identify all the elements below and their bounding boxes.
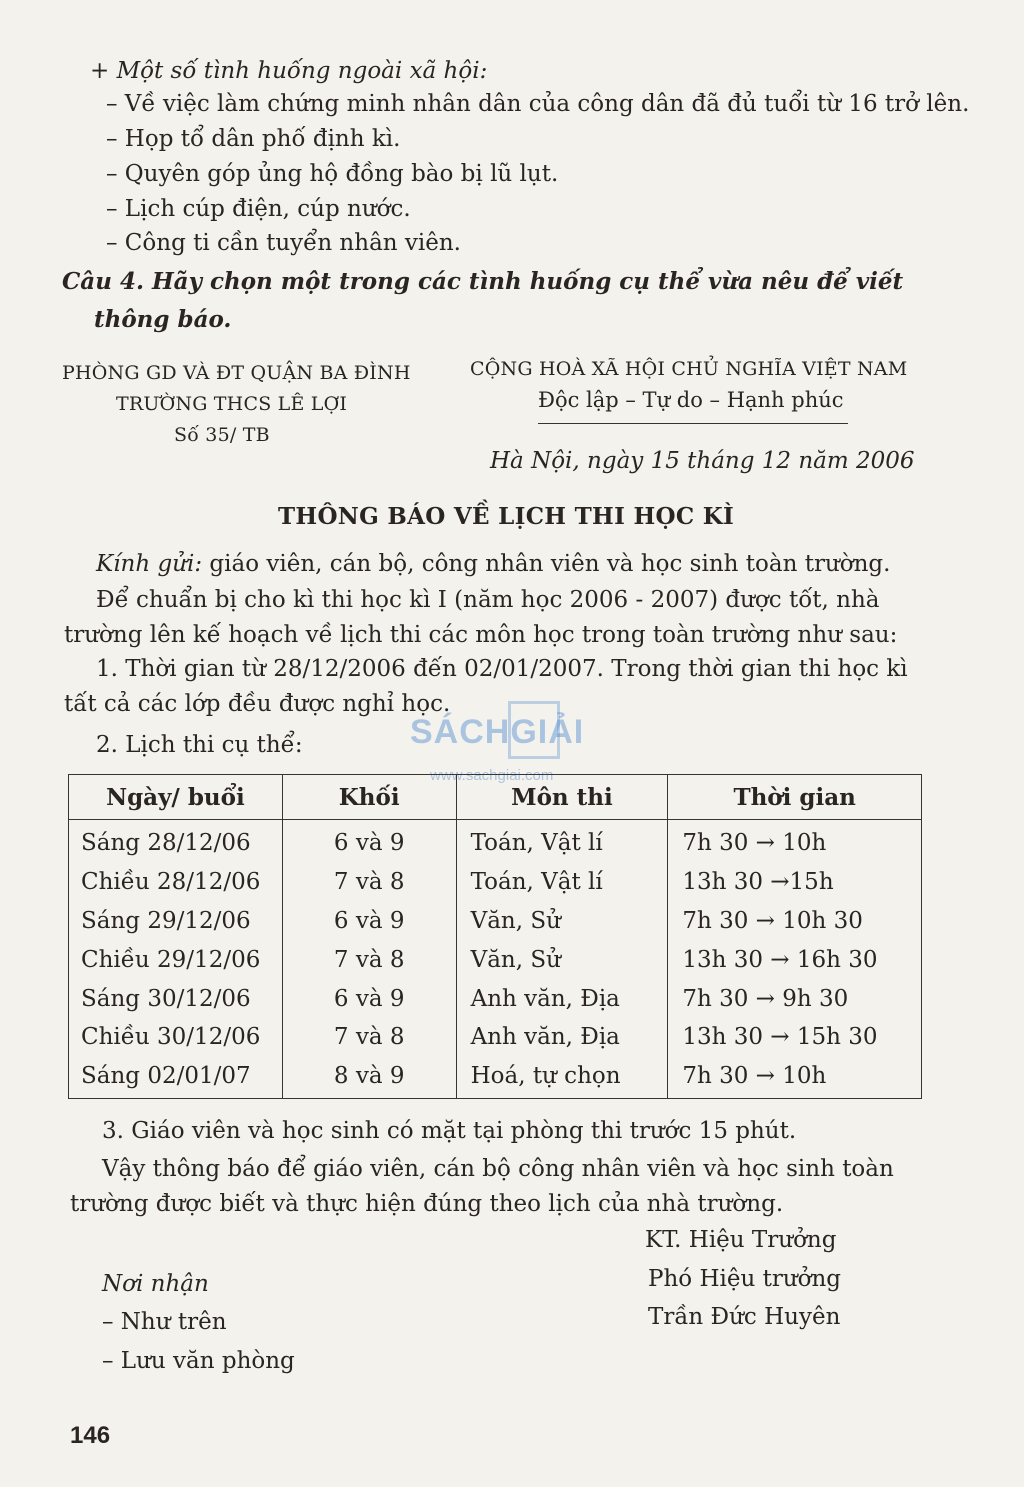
table-row	[69, 979, 922, 1018]
table-row	[69, 1057, 922, 1098]
authority-name: PHÒNG GD VÀ ĐT QUẬN BA ĐÌNH	[62, 362, 411, 384]
column-header-time: Thời gian	[668, 775, 922, 820]
cell-time: 7h 30 → 10h 30	[668, 902, 922, 941]
intro-item: – Công ti cần tuyển nhân viên.	[106, 230, 461, 256]
cell-subject: Văn, Sử	[456, 902, 668, 941]
cell-time: 7h 30 → 9h 30	[668, 979, 922, 1018]
table-row	[69, 1018, 922, 1057]
watermark-box	[508, 701, 560, 759]
intro-heading: + Một số tình huống ngoài xã hội:	[90, 58, 488, 84]
column-header-date: Ngày/ buổi	[69, 775, 283, 820]
greeting-label: Kính gửi:	[96, 551, 203, 577]
cell-time: 7h 30 → 10h	[668, 1057, 922, 1098]
cell-date: Chiều 30/12/06	[69, 1018, 283, 1057]
signature-position: Phó Hiệu trưởng	[648, 1266, 842, 1292]
table-row	[69, 940, 922, 979]
cell-grade: 6 và 9	[282, 979, 456, 1018]
paragraph-4: 3. Giáo viên và học sinh có mặt tại phòng thi trước 15 phút.	[102, 1118, 797, 1144]
recipients-label: Nơi nhận	[102, 1271, 209, 1297]
cell-grade: 7 và 8	[282, 1018, 456, 1057]
paragraph-1-line-2: trường lên kế hoạch về lịch thi các môn học trong toàn trường như sau:	[64, 622, 898, 648]
recipient-item: – Lưu văn phòng	[102, 1348, 295, 1374]
watermark-url: www.sachgiai.com	[430, 767, 554, 784]
recipient-item: – Như trên	[102, 1309, 227, 1335]
column-header-subject: Môn thi	[456, 775, 668, 820]
cell-time: 13h 30 →15h	[668, 863, 922, 902]
cell-date: Chiều 29/12/06	[69, 940, 283, 979]
national-motto: Độc lập – Tự do – Hạnh phúc	[538, 388, 844, 412]
cell-subject: Anh văn, Địa	[456, 1018, 668, 1057]
table-row	[69, 863, 922, 902]
question-line-1: Câu 4. Hãy chọn một trong các tình huống cụ thể vừa nêu để viết	[62, 268, 904, 295]
cell-subject: Văn, Sử	[456, 940, 668, 979]
cell-grade: 6 và 9	[282, 902, 456, 941]
question-line-2: thông báo.	[94, 306, 232, 333]
table-row	[69, 902, 922, 941]
date-line: Hà Nội, ngày 15 tháng 12 năm 2006	[490, 448, 915, 474]
page-number: 146	[70, 1422, 111, 1449]
cell-grade: 6 và 9	[282, 820, 456, 863]
motto-underline	[538, 423, 848, 424]
intro-item: – Họp tổ dân phố định kì.	[106, 126, 401, 152]
paragraph-5-line-2: trường được biết và thực hiện đúng theo lịch của nhà trường.	[70, 1191, 784, 1217]
notice-title: THÔNG BÁO VỀ LỊCH THI HỌC KÌ	[278, 503, 735, 530]
greeting-text: giáo viên, cán bộ, công nhân viên và học sinh toàn trường.	[202, 551, 891, 577]
signature-title: KT. Hiệu Trưởng	[645, 1227, 837, 1253]
cell-grade: 7 và 8	[282, 863, 456, 902]
document-number: Số 35/ TB	[174, 424, 270, 446]
cell-time: 7h 30 → 10h	[668, 820, 922, 863]
cell-time: 13h 30 → 15h 30	[668, 1018, 922, 1057]
table-header-row	[69, 775, 922, 820]
signature-name: Trần Đức Huyên	[648, 1304, 841, 1330]
cell-time: 13h 30 → 16h 30	[668, 940, 922, 979]
exam-schedule-table	[68, 774, 922, 1099]
cell-date: Sáng 30/12/06	[69, 979, 283, 1018]
cell-subject: Anh văn, Địa	[456, 979, 668, 1018]
national-title: CỘNG HOÀ XÃ HỘI CHỦ NGHĨA VIỆT NAM	[470, 358, 908, 380]
cell-subject: Toán, Vật lí	[456, 863, 668, 902]
cell-date: Sáng 02/01/07	[69, 1057, 283, 1098]
cell-date: Sáng 29/12/06	[69, 902, 283, 941]
intro-item: – Quyên góp ủng hộ đồng bào bị lũ lụt.	[106, 161, 559, 187]
column-header-grade: Khối	[282, 775, 456, 820]
paragraph-1-line-1: Để chuẩn bị cho kì thi học kì I (năm học 2006 - 2007) được tốt, nhà	[96, 587, 880, 613]
paragraph-5-line-1: Vậy thông báo để giáo viên, cán bộ công nhân viên và học sinh toàn	[102, 1156, 894, 1182]
paragraph-2-line-1: 1. Thời gian từ 28/12/2006 đến 02/01/2007. Trong thời gian thi học kì	[96, 656, 908, 682]
greeting	[96, 551, 890, 579]
cell-date: Chiều 28/12/06	[69, 863, 283, 902]
cell-grade: 7 và 8	[282, 940, 456, 979]
paragraph-3: 2. Lịch thi cụ thể:	[96, 732, 303, 758]
cell-subject: Toán, Vật lí	[456, 820, 668, 863]
cell-grade: 8 và 9	[282, 1057, 456, 1098]
cell-date: Sáng 28/12/06	[69, 820, 283, 863]
school-name: TRƯỜNG THCS LÊ LỢI	[116, 393, 348, 415]
intro-item: – Lịch cúp điện, cúp nước.	[106, 196, 411, 222]
cell-subject: Hoá, tự chọn	[456, 1057, 668, 1098]
intro-item: – Về việc làm chứng minh nhân dân của công dân đã đủ tuổi từ 16 trở lên.	[106, 91, 970, 117]
watermark-brand: SÁCHGIẢI	[410, 713, 585, 751]
paragraph-2-line-2: tất cả các lớp đều được nghỉ học.	[64, 691, 451, 717]
table-row	[69, 820, 922, 863]
